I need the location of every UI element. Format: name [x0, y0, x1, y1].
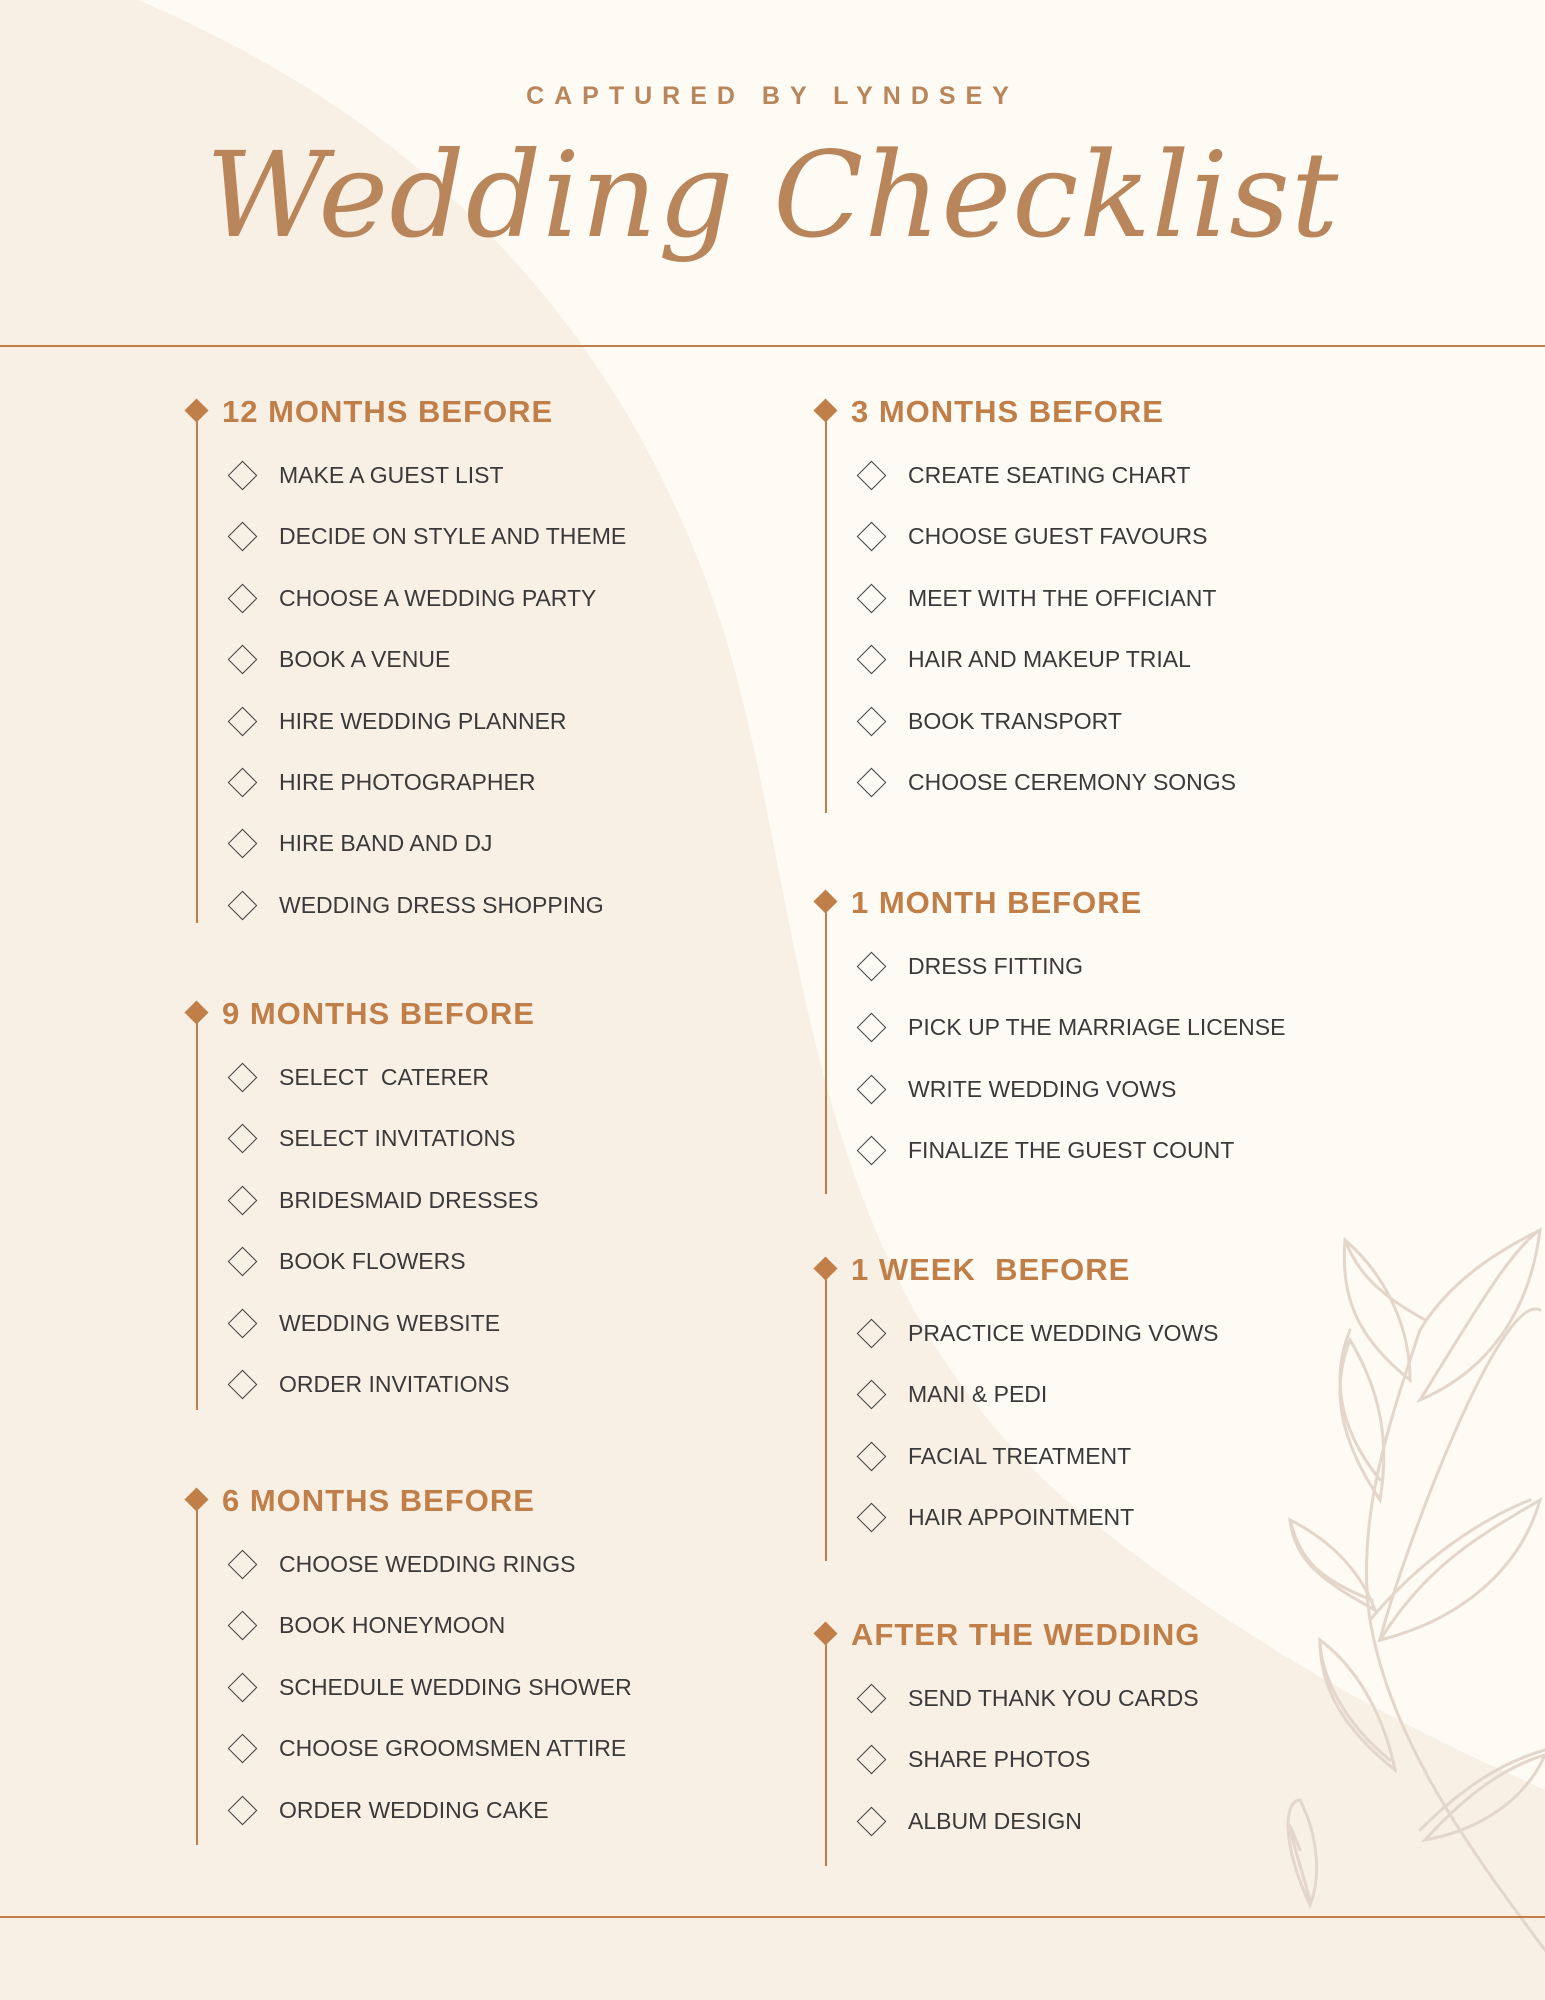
item-label: SEND THANK YOU CARDS	[908, 1685, 1199, 1711]
item-label: ALBUM DESIGN	[908, 1807, 1082, 1834]
timeline-line	[196, 418, 198, 923]
item-label: HAIR AND MAKEUP TRIAL	[908, 646, 1191, 673]
item-label: SELECT CATERER	[279, 1064, 490, 1090]
item-label: CREATE SEATING CHART	[908, 462, 1191, 488]
item-label: HIRE BAND AND DJ	[279, 830, 493, 857]
item-label: HIRE PHOTOGRAPHER	[279, 768, 536, 795]
section-heading: 6 MONTHS BEFORE	[222, 1483, 535, 1518]
section-heading: 1 MONTH BEFORE	[851, 885, 1143, 920]
section-heading: 12 MONTHS BEFORE	[222, 394, 554, 429]
item-label: ORDER INVITATIONS	[279, 1370, 510, 1397]
item-label: MAKE A GUEST LIST	[279, 462, 504, 488]
item-label: ORDER WEDDING CAKE	[279, 1796, 549, 1823]
item-label: BOOK HONEYMOON	[279, 1612, 506, 1639]
brand-name: CAPTURED BY LYNDSEY	[526, 82, 1019, 110]
item-label: MANI & PEDI	[908, 1381, 1048, 1408]
item-label: CHOOSE A WEDDING PARTY	[279, 584, 597, 611]
top-divider	[0, 345, 1545, 347]
timeline-line	[825, 418, 827, 813]
item-label: PICK UP THE MARRIAGE LICENSE	[908, 1014, 1286, 1041]
section-heading: 1 WEEK BEFORE	[851, 1252, 1131, 1287]
item-label: FACIAL TREATMENT	[908, 1442, 1132, 1469]
item-label: CHOOSE GUEST FAVOURS	[908, 523, 1208, 550]
item-label: DRESS FITTING	[908, 953, 1084, 979]
item-label: SHARE PHOTOS	[908, 1746, 1091, 1773]
timeline-line	[196, 1507, 198, 1845]
item-label: HAIR APPOINTMENT	[908, 1504, 1135, 1531]
item-label: SELECT INVITATIONS	[279, 1125, 516, 1152]
section-heading: AFTER THE WEDDING	[851, 1617, 1201, 1652]
timeline-line	[196, 1020, 198, 1410]
item-label: BOOK A VENUE	[279, 646, 451, 673]
item-label: BOOK TRANSPORT	[908, 707, 1122, 734]
timeline-line	[825, 1276, 827, 1561]
item-label: WRITE WEDDING VOWS	[908, 1075, 1177, 1102]
item-label: HIRE WEDDING PLANNER	[279, 707, 567, 734]
section-heading: 3 MONTHS BEFORE	[851, 394, 1164, 429]
section-heading: 9 MONTHS BEFORE	[222, 996, 535, 1031]
item-label: BOOK FLOWERS	[279, 1248, 466, 1275]
timeline-line	[825, 909, 827, 1194]
item-label: WEDDING WEBSITE	[279, 1309, 501, 1336]
item-label: FINALIZE THE GUEST COUNT	[908, 1137, 1235, 1164]
item-label: SCHEDULE WEDDING SHOWER	[279, 1673, 632, 1700]
bottom-divider	[0, 1916, 1545, 1918]
item-label: CHOOSE GROOMSMEN ATTIRE	[279, 1735, 627, 1762]
item-label: BRIDESMAID DRESSES	[279, 1186, 539, 1213]
item-label: WEDDING DRESS SHOPPING	[279, 891, 604, 918]
page-title: Wedding Checklist	[205, 126, 1340, 264]
timeline-line	[825, 1641, 827, 1866]
item-label: DECIDE ON STYLE AND THEME	[279, 523, 627, 550]
item-label: MEET WITH THE OFFICIANT	[908, 584, 1217, 611]
item-label: PRACTICE WEDDING VOWS	[908, 1320, 1219, 1346]
item-label: CHOOSE CEREMONY SONGS	[908, 768, 1237, 795]
item-label: CHOOSE WEDDING RINGS	[279, 1551, 576, 1577]
